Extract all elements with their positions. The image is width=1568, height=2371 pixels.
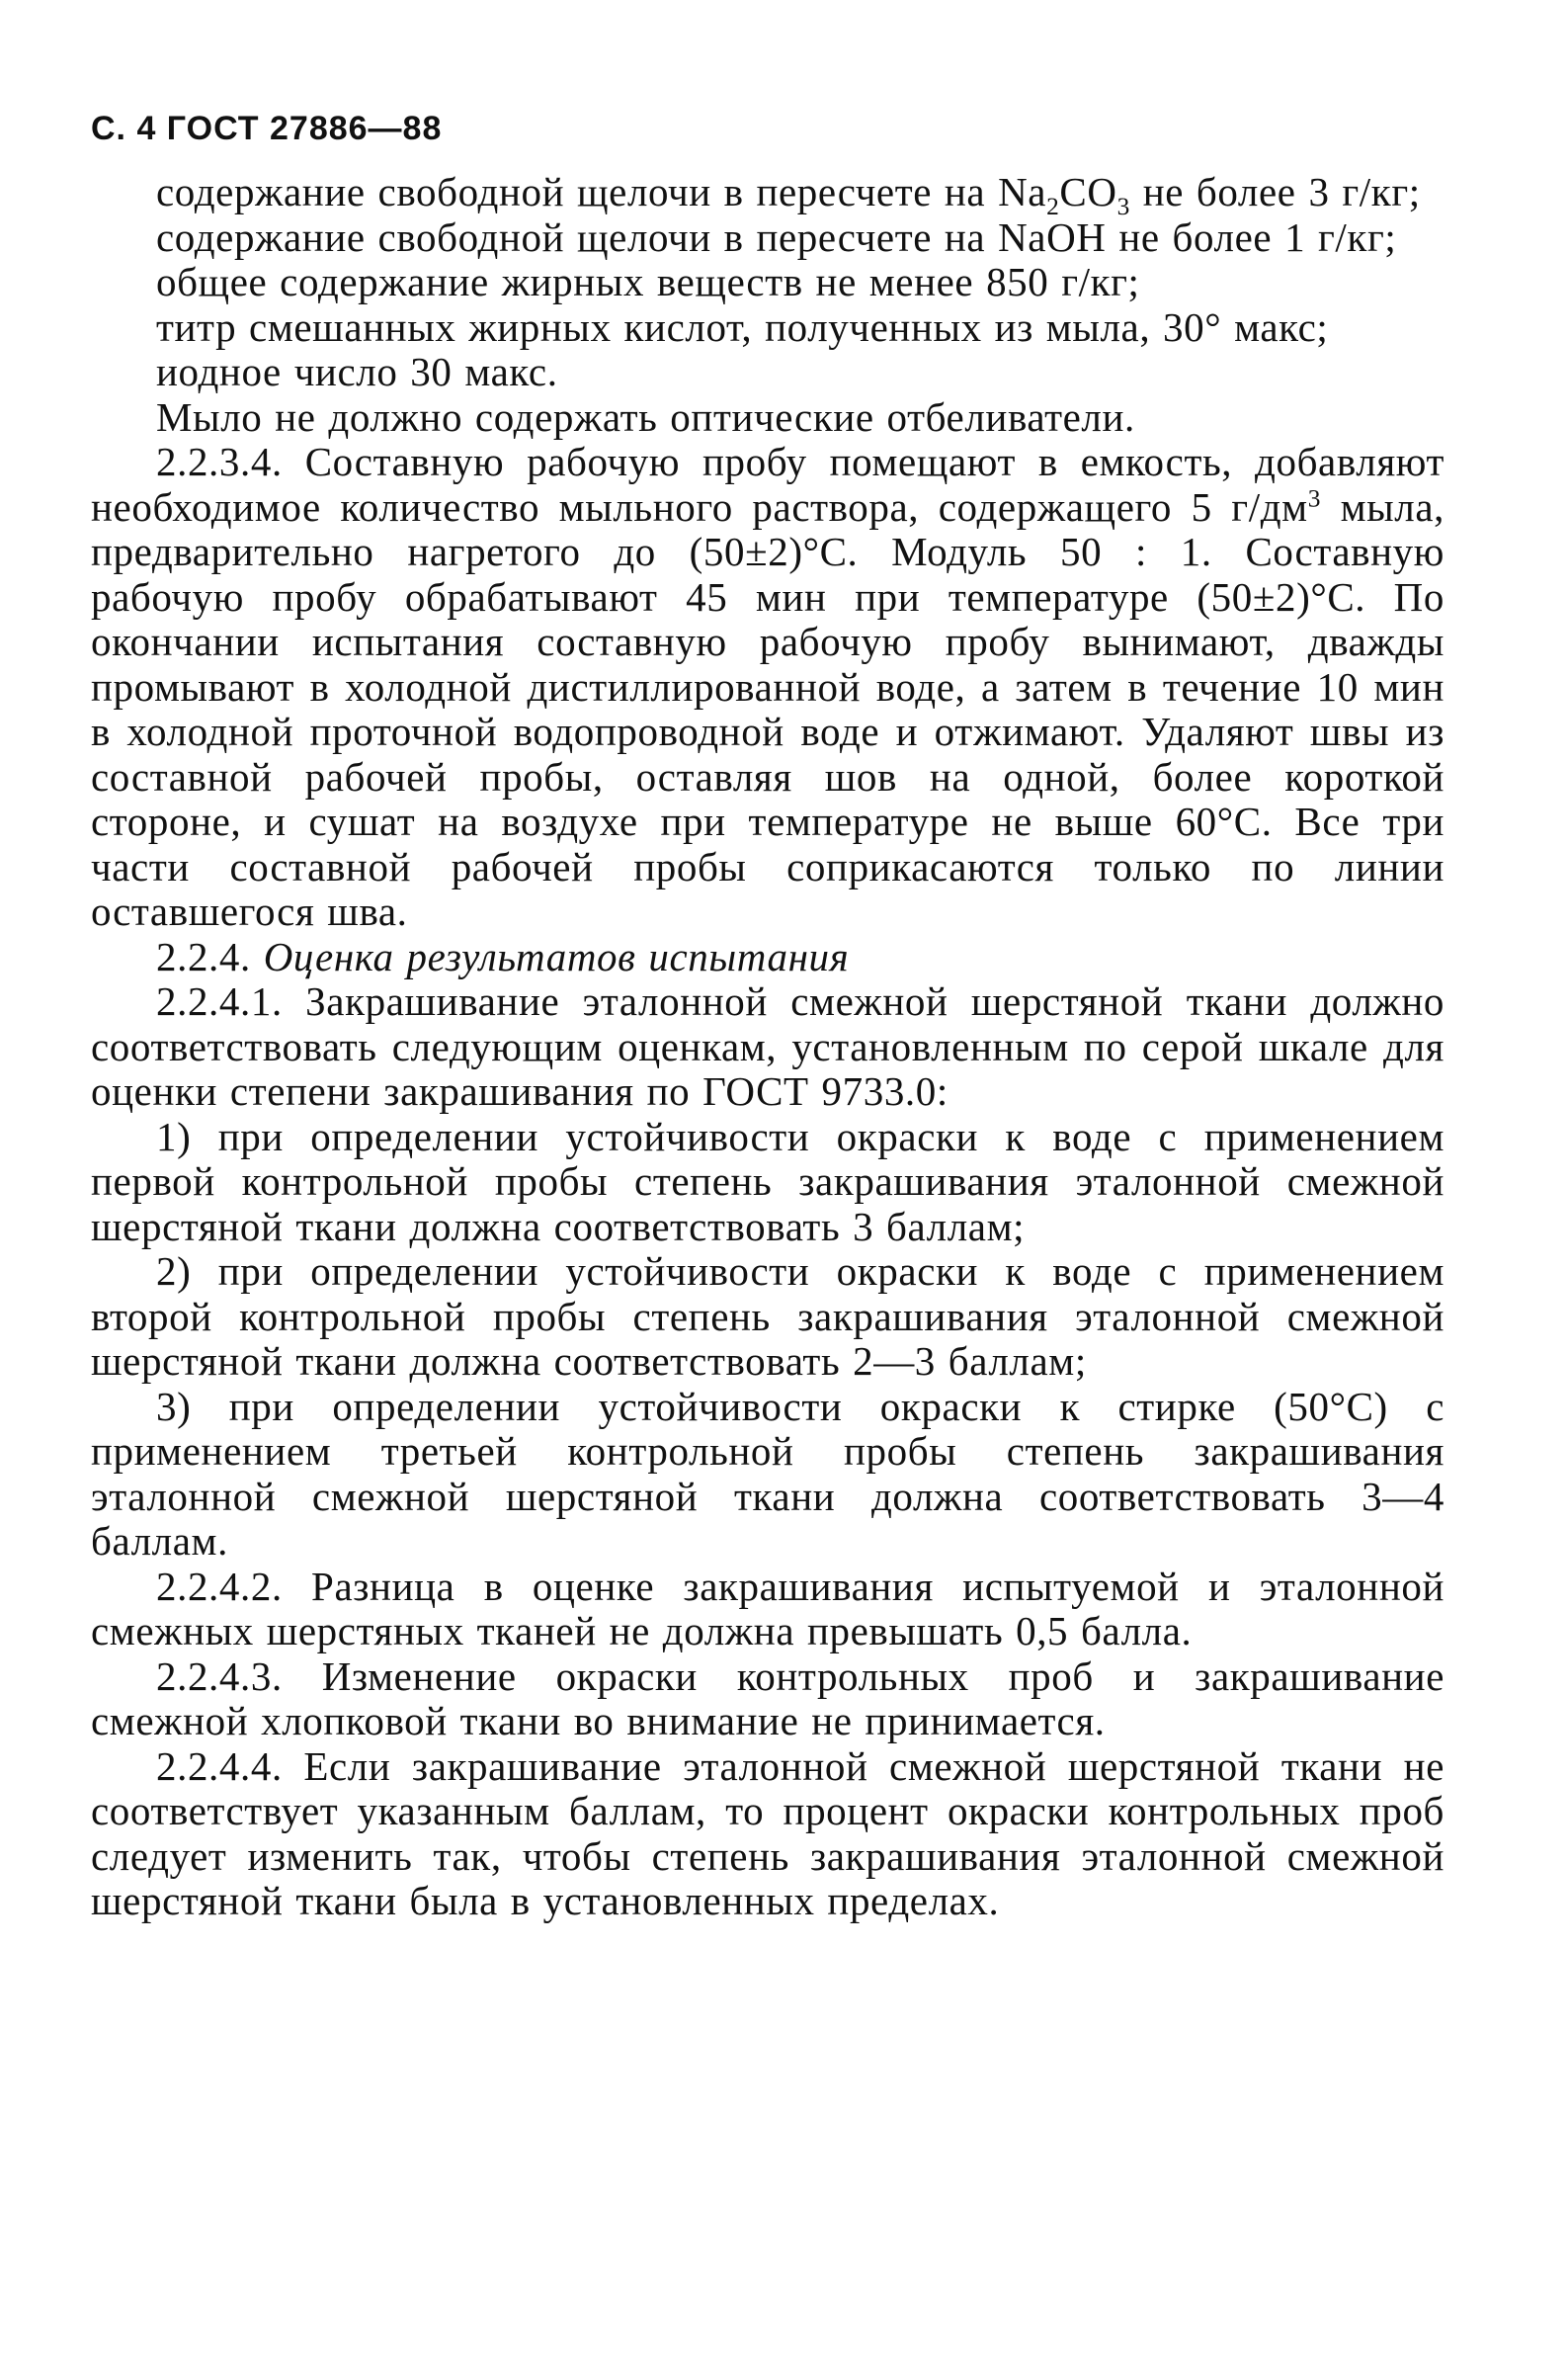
section-heading-2-2-4: 2.2.4. Оценка результатов испытания xyxy=(156,933,850,979)
list-item-1: 1) при определении устойчивости окраски к воде с применением первой контрольной пробы степень закрашивания эталонной смежной шерстяной ткани должна соответствовать 3 баллам; xyxy=(91,1113,1444,1249)
paragraph-iodine-number: иодное число 30 макс. xyxy=(156,349,558,394)
list-item-2: 2) при определении устойчивости окраски к воде с применением второй контрольной пробы степень закрашивания эталонной смежной шерстяной ткани должна соответствовать 2—3 баллам; xyxy=(91,1248,1444,1384)
paragraph-2-2-4-2: 2.2.4.2. Разница в оценке закрашивания испытуемой и эталонной смежных шерстяных тканей не должна превышать 0,5 балла. xyxy=(91,1563,1444,1653)
paragraph-2-2-4-4: 2.2.4.4. Если закрашивание эталонной смежной шерстяной ткани не соответствует указанным баллам, то процент окраски контрольных проб следует изменить так, чтобы степень закрашивания эталонной смежной шерстяной ткани была в установленных пределах. xyxy=(91,1742,1444,1923)
paragraph-2-2-4-1: 2.2.4.1. Закрашивание эталонной смежной шерстяной ткани должно соответствовать следующим оценкам, установленным по серой шкале для оценки степени закрашивания по ГОСТ 9733.0: xyxy=(91,978,1444,1114)
paragraph-free-alkali-na2co3: содержание свободной щелочи в пересчете на $Na_2CO_3$ не более 3 г/кг; xyxy=(156,169,1421,221)
section-title: Оценка результатов испытания xyxy=(263,933,850,979)
document-page xyxy=(91,109,1444,1924)
paragraph-optical-brighteners: Мыло не должно содержать оптические отбеливатели. xyxy=(156,393,1135,440)
page-header: С. 4 ГОСТ 27886—88 xyxy=(91,110,443,147)
paragraph-2-2-4-3: 2.2.4.3. Изменение окраски контрольных проб и закрашивание смежной хлопковой ткани во внимание не принимается. xyxy=(91,1652,1444,1743)
paragraph-fatty-acid-titer: титр смешанных жирных кислот, полученных из мыла, 30° макс; xyxy=(156,303,1329,350)
paragraph-free-alkali-naoh: содержание свободной щелочи в пересчете на NaOH не более 1 г/кг; xyxy=(156,213,1397,260)
paragraph-2-2-3-4: 2.2.3.4. Составную рабочую пробу помещают в емкость, добавляют необходимое количество мыльного раствора, содержащего 5 $г/дм^3$ мыла, предварительно нагретого до (50±2)°С. Модуль 50 : 1. Составную рабочую пробу обрабатывают 45 мин при температуре (50±2)°С. По окончании испытания составную рабочую пробу вынимают, дважды промывают в холодной дистиллированной воде, а затем в течение 10 мин в холодной проточной водопроводной воде и отжимают. Удаляют швы из составной рабочей пробы, оставляя шов на одной, более короткой стороне, и сушат на воздухе при температуре не выше 60°С. Все три части составной рабочей пробы соприкасаются только по линии оставшегося шва. xyxy=(91,439,1445,934)
paragraph-fat-content: общее содержание жирных веществ не менее 850 г/кг; xyxy=(156,259,1140,304)
list-item-3: 3) при определении устойчивости окраски к стирке (50°С) с применением третьей контрольной пробы степень закрашивания эталонной смежной шерстяной ткани должна соответствовать 3—4 баллам. xyxy=(91,1383,1444,1564)
